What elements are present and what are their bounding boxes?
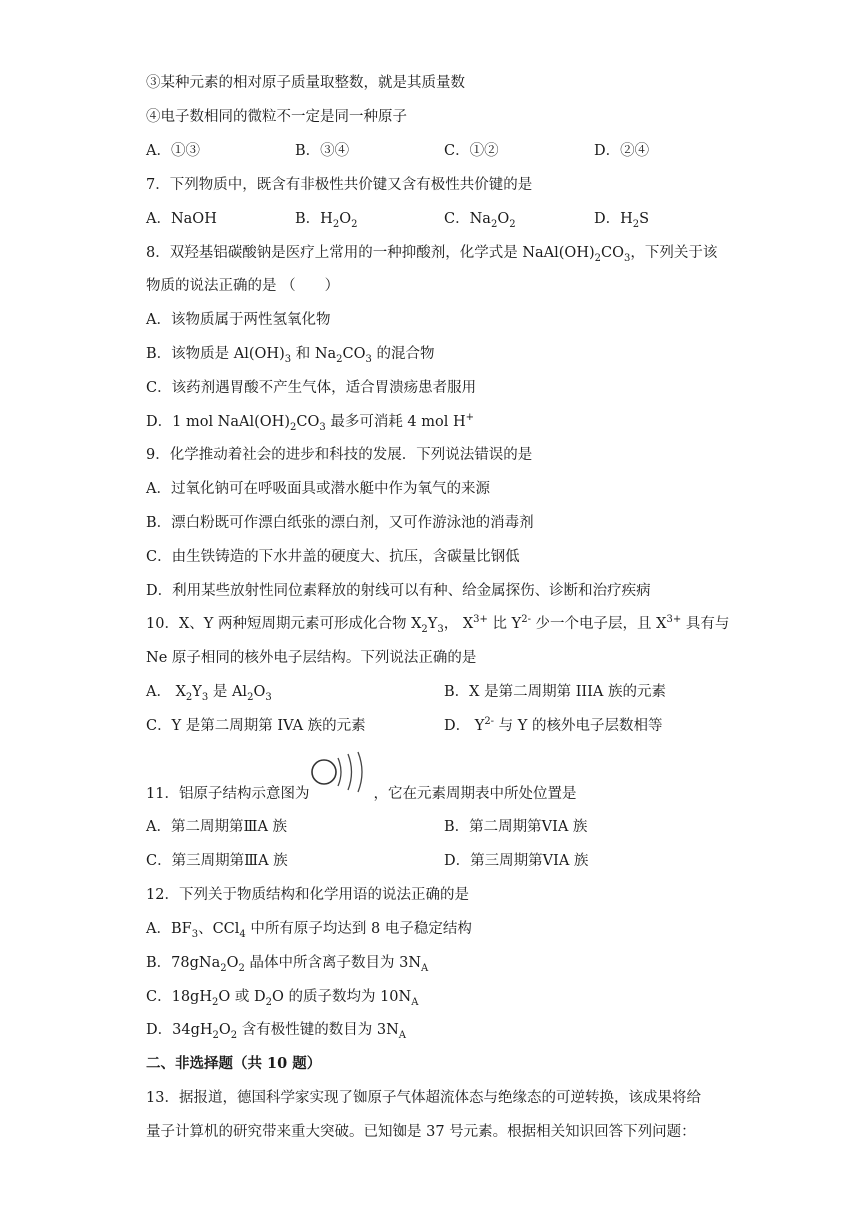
q10-option-d: D． $Y^{2-}$ 与 Y 的核外电子层数相等: [444, 716, 663, 734]
q8-option-d: D．1 mol $NaAl(OH)_2CO_3$ 最多可消耗 4 mol H+: [146, 412, 475, 433]
q9-option-a: A．过氧化钠可在呼吸面具或潜水艇中作为氧气的来源: [146, 481, 490, 497]
question-10-line2: Ne 原子相同的核外电子层结构。下列说法正确的是: [146, 650, 477, 666]
question-7: 7．下列物质中，既含有非极性共价键又含有极性共价键的是: [146, 177, 533, 193]
q10-option-c: C．Y 是第二周期第 IVA 族的元素: [146, 718, 366, 734]
q10-option-b: B．X 是第二周期第 IIIA 族的元素: [444, 684, 666, 700]
q12-option-d: D．$34gH_2O_2$ 含有极性键的数目为 $3N_A$: [146, 1022, 407, 1041]
question-13: 13．据报道，德国科学家实现了铷原子气体超流体态与绝缘态的可逆转换，该成果将给: [146, 1090, 701, 1106]
nucleus-circle: [312, 760, 336, 784]
q12-option-a: A．$BF_3$、CCl$_4$ 中所有原子均达到 8 电子稳定结构: [146, 921, 472, 940]
q8-option-b: B．该物质是 $Al(OH)_3$ 和 $Na_2CO_3$ 的混合物: [146, 346, 435, 365]
question-13-line2: 量子计算机的研究带来重大突破。已知铷是 37 号元素。根据相关知识回答下列问题：: [146, 1124, 696, 1140]
q11-option-a: A．第二周期第ⅢA 族: [146, 819, 288, 835]
q6-option-a: A．①③: [146, 143, 200, 159]
section-heading: 二、非选择题（共 10 题）: [146, 1055, 322, 1072]
q7-option-d: D．$H_2S$: [594, 211, 650, 230]
q6-option-d: D．②④: [594, 143, 650, 159]
q6-option-c: C．①②: [444, 143, 499, 159]
q11-option-c: C．第三周期第ⅢA 族: [146, 853, 288, 869]
q8-option-c: C．该药剂遇胃酸不产生气体，适合胃溃疡患者服用: [146, 380, 477, 396]
question-9: 9．化学推动着社会的进步和科技的发展．下列说法错误的是: [146, 447, 533, 463]
q8-option-a: A．该物质属于两性氢氧化物: [146, 312, 331, 328]
question-11: 11．铝原子结构示意图为 ，它在元素周期表中所处位置是: [146, 786, 577, 802]
q11-option-b: B．第二周期第VIA 族: [444, 819, 588, 835]
q11-option-d: D．第三周期第VIA 族: [444, 853, 589, 869]
q9-option-c: C．由生铁铸造的下水井盖的硬度大、抗压，含碳量比钢低: [146, 549, 520, 565]
q7-option-b: B．$H_2O_2$: [295, 211, 358, 230]
statement-3: ③某种元素的相对原子质量取整数，就是其质量数: [146, 75, 465, 91]
statement-4: ④电子数相同的微粒不一定是同一种原子: [146, 109, 407, 125]
q7-option-c: C．$Na_2O_2$: [444, 211, 516, 230]
question-8-line2: 物质的说法正确的是 （ ）: [146, 278, 340, 294]
question-10: 10．X、Y 两种短周期元素可形成化合物 $X_2Y_3$， $X^{3+}$ 比 $Y^{2-}$ 少一个电子层，且 $X^{3+}$ 具有与: [146, 614, 730, 635]
q10-option-a: A． $X_2Y_3$ 是 $Al_2O_3$: [146, 684, 272, 703]
q6-option-b: B．③④: [295, 143, 350, 159]
q12-option-b: B．$78gNa_2O_2$ 晶体中所含离子数目为 $3N_A$: [146, 955, 429, 974]
q7-option-a: A．NaOH: [146, 211, 217, 227]
q9-option-b: B．漂白粉既可作漂白纸张的漂白剂，又可作游泳池的消毒剂: [146, 515, 534, 531]
question-8: 8．双羟基铝碳酸钠是医疗上常用的一种抑酸剂，化学式是 $NaAl(OH)_2CO_3$，下列关于该: [146, 245, 718, 264]
q12-option-c: C．$18gH_2O$ 或 $D_2O$ 的质子数均为 $10N_A$: [146, 989, 419, 1008]
question-12: 12．下列关于物质结构和化学用语的说法正确的是: [146, 887, 469, 903]
q9-option-d: D．利用某些放射性同位素释放的射线可以有种、给金属探伤、诊断和治疗疾病: [146, 583, 651, 599]
